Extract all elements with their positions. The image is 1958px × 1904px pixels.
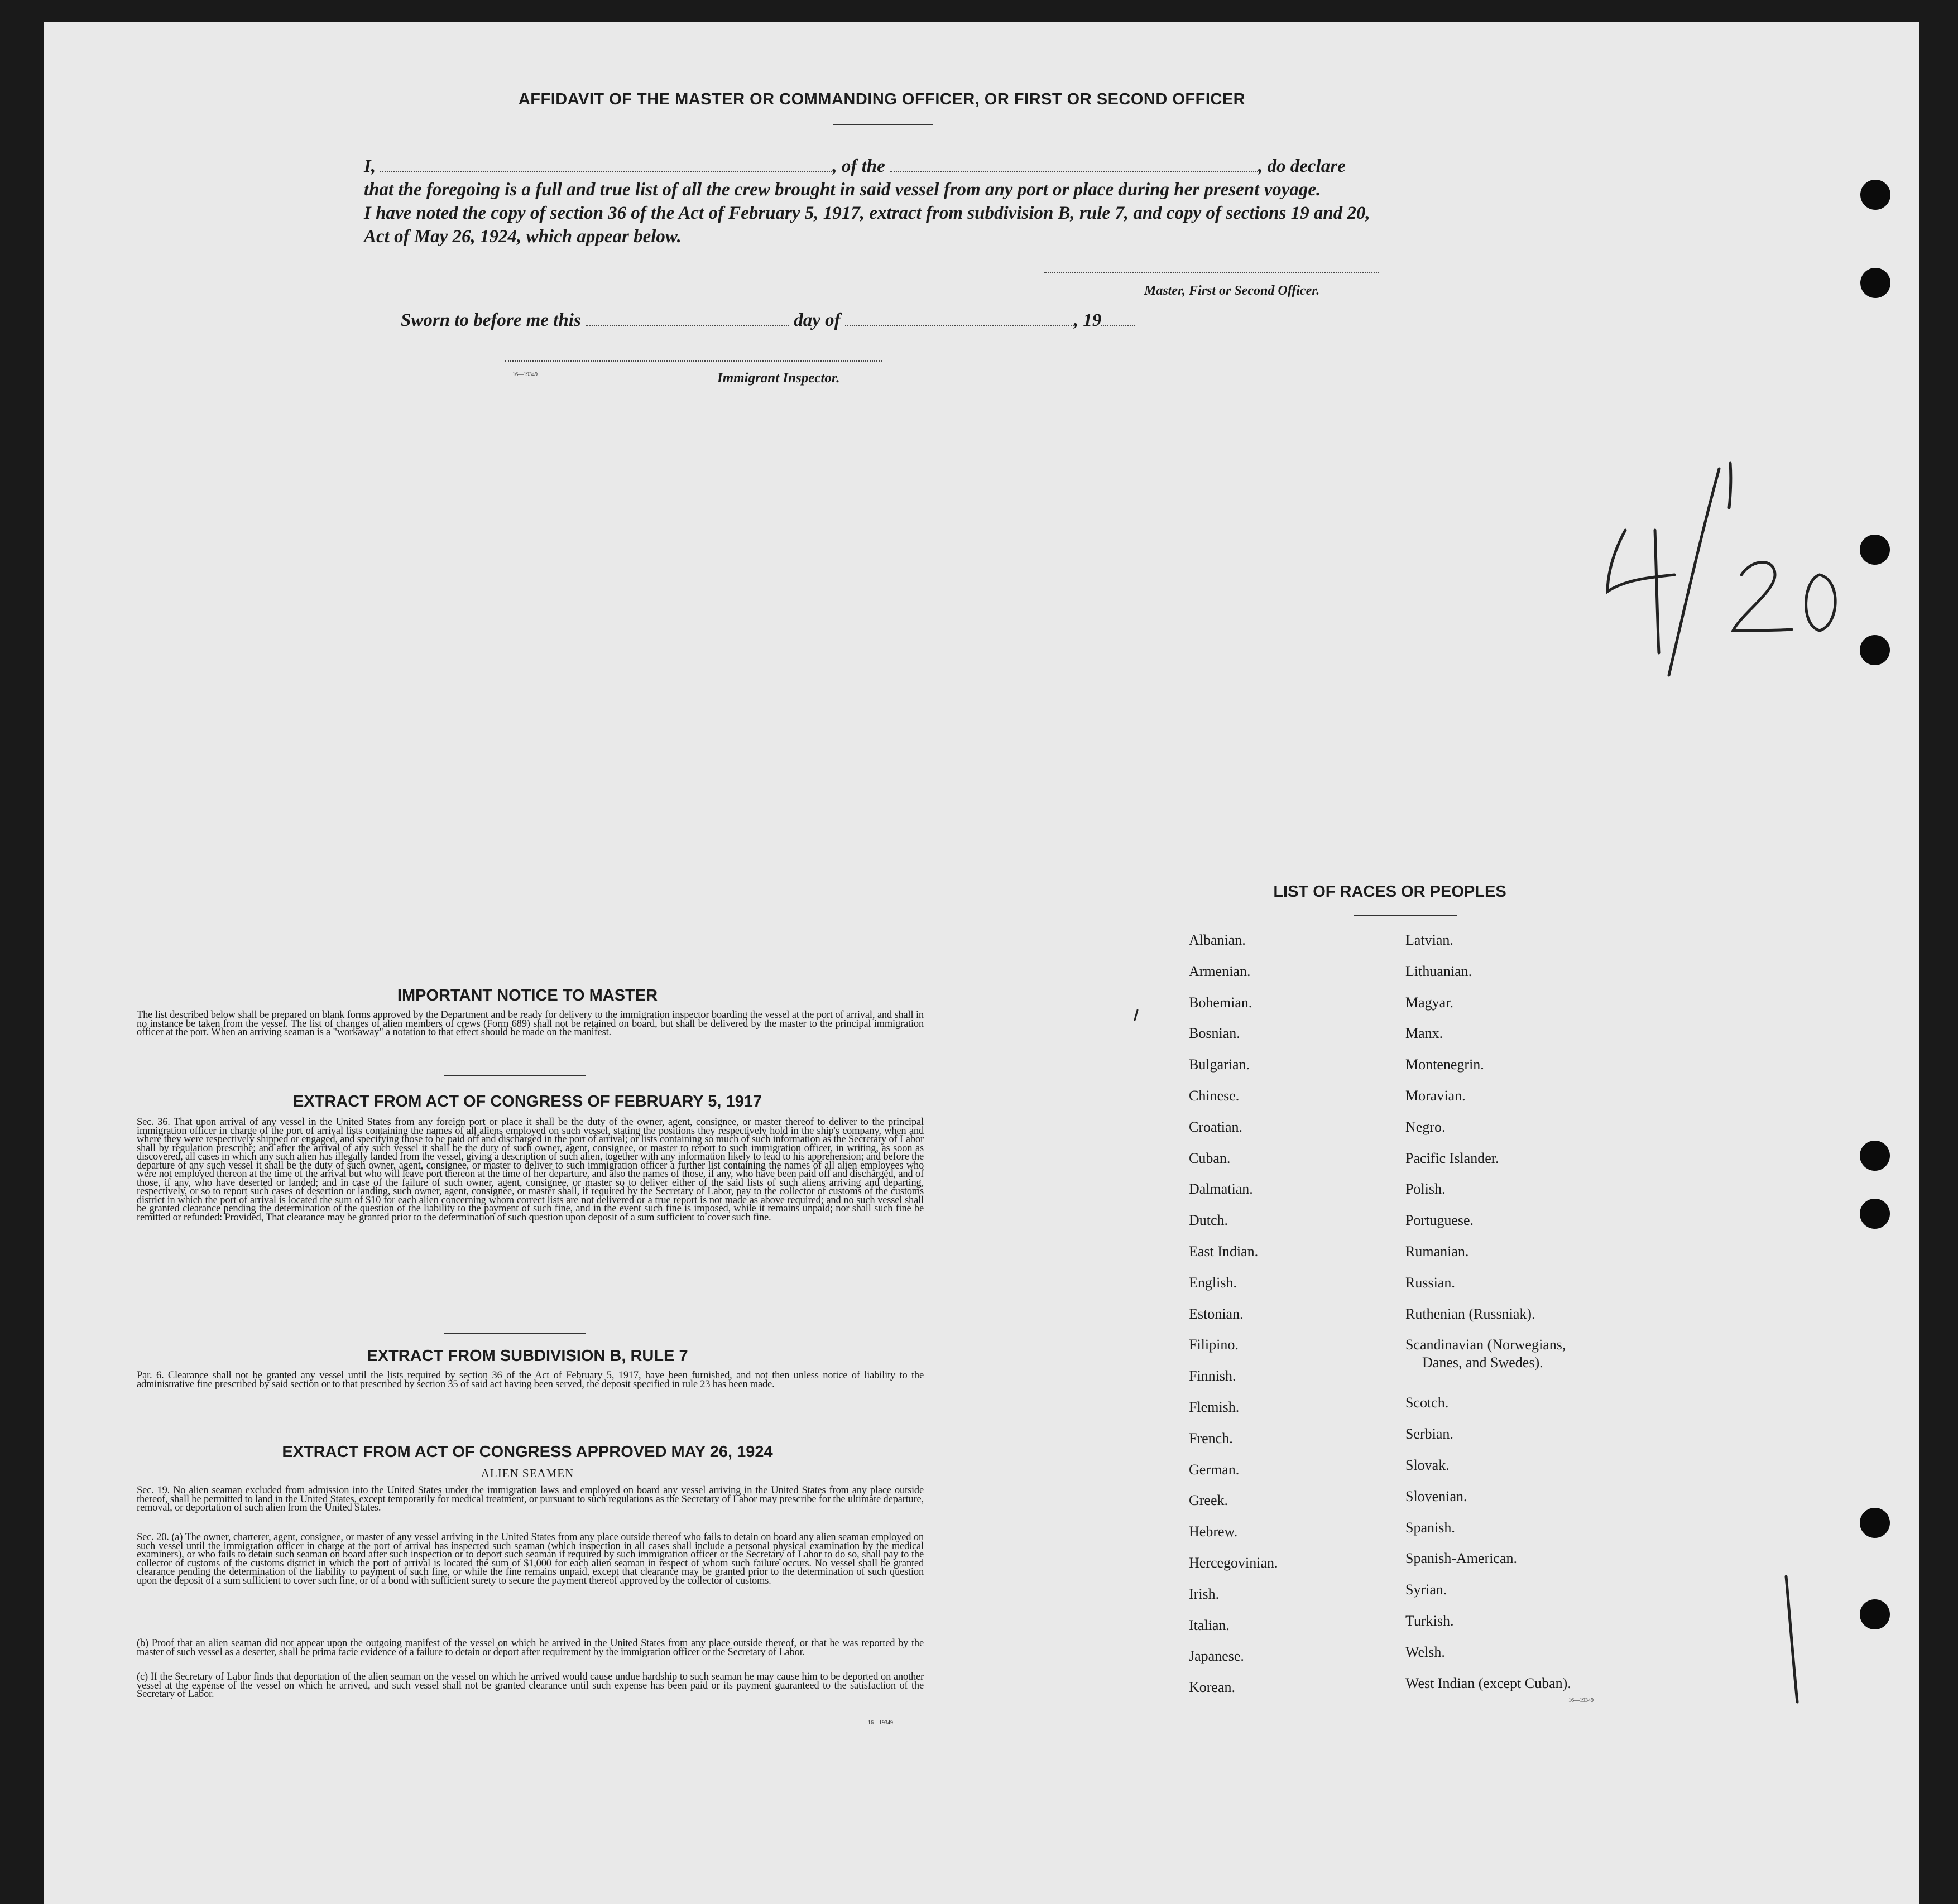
sec-19-text: Sec. 19. No alien seaman excluded from admission into the United States under the immigration laws and employed on board any vessel arriving in the United States from any place outside thereof, shall be permitted to land in the United States, except temporarily for medical treatment, or pursuant to such regulations as the Secretary of Labor may prescribe for the ultimate departure, removal, or deportation of such alien from the United States.: [137, 1485, 924, 1513]
races-form-number: 16—19349: [1568, 1698, 1594, 1704]
race-item: Hercegovinian.: [1189, 1555, 1278, 1571]
race-item: Bulgarian.: [1189, 1056, 1250, 1073]
affidavit-title: AFFIDAVIT OF THE MASTER OR COMMANDING OFFICER, OR FIRST OR SECOND OFFICER: [518, 90, 1246, 108]
stray-mark: [1133, 1009, 1140, 1022]
race-item: Korean.: [1189, 1679, 1236, 1696]
race-item: German.: [1189, 1461, 1240, 1478]
divider: [444, 1333, 586, 1334]
race-item: Polish.: [1405, 1181, 1446, 1198]
race-item: Finnish.: [1189, 1368, 1236, 1384]
race-item: Latvian.: [1405, 932, 1453, 948]
race-item: Pacific Islander.: [1405, 1150, 1499, 1166]
race-item: Magyar.: [1405, 994, 1453, 1011]
punch-hole: [1860, 180, 1890, 210]
race-item: Lithuanian.: [1405, 963, 1472, 979]
form-number-top: 16—19349: [512, 372, 538, 378]
punch-hole: [1860, 1199, 1890, 1229]
race-item: French.: [1189, 1430, 1233, 1446]
race-item: Scandinavian (Norwegians,: [1405, 1336, 1566, 1353]
alien-seamen-subtitle: ALIEN SEAMEN: [481, 1467, 574, 1480]
extract-1924-title: EXTRACT FROM ACT OF CONGRESS APPROVED MAY 26, 1924: [282, 1443, 773, 1461]
race-item: Spanish.: [1405, 1519, 1455, 1536]
race-item: Irish.: [1189, 1585, 1220, 1602]
punch-hole: [1860, 268, 1890, 298]
race-item: Turkish.: [1405, 1613, 1454, 1629]
race-item: Italian.: [1189, 1617, 1230, 1633]
document-page: [44, 22, 1919, 1904]
race-item: Ruthenian (Russniak).: [1405, 1305, 1535, 1322]
sworn-month-field[interactable]: [845, 325, 1074, 326]
inspector-signature-field[interactable]: [505, 360, 882, 362]
sworn-line: [401, 310, 1135, 331]
race-item: Rumanian.: [1405, 1243, 1469, 1259]
race-item: Spanish-American.: [1405, 1550, 1518, 1567]
race-item: Croatian.: [1189, 1118, 1243, 1135]
affidavit-line-1: [364, 156, 1346, 177]
race-item: Albanian.: [1189, 932, 1246, 948]
race-item: Slovak.: [1405, 1457, 1450, 1473]
handwritten-annotation: [1591, 446, 1881, 681]
race-item: Greek.: [1189, 1492, 1228, 1509]
race-item: West Indian (except Cuban).: [1405, 1675, 1571, 1691]
race-item: Montenegrin.: [1405, 1056, 1484, 1073]
race-item: Hebrew.: [1189, 1523, 1238, 1540]
race-item: English.: [1189, 1274, 1237, 1291]
notice-text: The list described below shall be prepared on blank forms approved by the Department and be ready for delivery to the immigration inspector boarding the vessel at the port of arrival, and shall in no instance be taken from the vessel. The list of changes of alien members of crews (Form 689) shall not be retained on board, but shall be delivered by the master to the principal immigration officer at the port. When an arriving seaman is a "workaway" a notation to that effect should be made on the manifest.: [137, 1009, 924, 1038]
affidavit-line-3: I have noted the copy of section 36 of the Act of February 5, 1917, extract from subdivision B, rule 7, and copy of sections 19 and 20,: [364, 203, 1370, 223]
sec-20a-text: Sec. 20. (a) The owner, charterer, agent, consignee, or master of any vessel arriving in the United States from any place outside thereof who fails to detain on board any alien seaman employed on such vessel until the immigration officer in charge at the port of arrival has inspected such seaman (which inspection in all cases shall include a personal physical examination by the medical examiners), or who fails to detain such seaman on board after such inspection or to deport such seaman if required by such immigration officer or the Secretary of Labor to do so, shall pay to the collector of customs of the customs district in which the port of arrival is located the sum of $1,000 for each alien seaman in respect of whom such failure occurs. No vessel shall be granted clearance pending the determination of the liability to payment of such fine, or while the fine remains unpaid, except that clearance may be granted prior to the determination of such question upon the deposit of a sum sufficient to cover such fine, or of a bond with sufficient surety to secure the payment thereof approved by the collector of customs.: [137, 1532, 924, 1586]
master-signature-label: Master, First or Second Officer.: [1144, 283, 1320, 298]
notice-title: IMPORTANT NOTICE TO MASTER: [397, 987, 658, 1004]
race-item: Manx.: [1405, 1025, 1443, 1042]
sworn-text: Sworn to before me this: [401, 310, 581, 330]
race-item: Bohemian.: [1189, 994, 1252, 1011]
race-item: Japanese.: [1189, 1648, 1244, 1665]
extract-1917-title: EXTRACT FROM ACT OF CONGRESS OF FEBRUARY 5, 1917: [292, 1093, 762, 1110]
sworn-year-text: , 19: [1073, 310, 1102, 330]
handwritten-mark: [1775, 1574, 1808, 1708]
sworn-year-field[interactable]: [1101, 325, 1135, 326]
extract-1917-text: Sec. 36. That upon arrival of any vessel in the United States from any foreign port or place it shall be the duty of the owner, agent, consignee, or master thereof to deliver to the principal immigration officer in charge of the port of arrival lists containing the names of all aliens employed on such vessel, stating the positions they respectively hold in the ship's company, when and where they were respectively shipped or engaged, and specifying those to be paid off and discharged in the port of arrival; or lists containing so much of such information as the Secretary of Labor shall by regulation prescribe; and after the arrival of any such vessel it shall be the duty of such owner, agent, consignee, or master to report to such immigration officer, in writing, as soon as discovered, all cases in which any such alien has illegally landed from the vessel, giving a description of such alien, together with any information likely to lead to his apprehension; and before the departure of any such vessel it shall be the duty of such owner, agent, consignee, or master to deliver to such immigration officer a further list containing the names of all alien employees who were not employed thereon at the time of the arrival but who will leave port thereon at the time of her departure, and also the names of those, if any, who have been paid off and discharged, and of those, if any, who have deserted or landed; and in case of the failure of such owner, agent, consignee, or master so to deliver either of the said lists of such aliens arriving and departing, respectively, or so to report such cases of desertion or landing, such owner, agent, consignee, or master shall, if required by the Secretary of Labor, pay to the collector of customs of the customs district in which the port of arrival is located the sum of $10 for each alien concerning whom correct lists are not delivered or a true report is not made as above required; and no such vessel shall be granted clearance pending the determination of the question of the liability to the payment of such fine, and in the event such fine is imposed, while it remains unpaid; nor shall such fine be remitted or refunded: Provided, That clearance may be granted prior to the determination of such question upon deposit of a sum sufficient to cover such fine.: [137, 1117, 924, 1223]
race-item: Estonian.: [1189, 1305, 1244, 1322]
sec-20c-text: (c) If the Secretary of Labor finds that deportation of the alien seaman on the vessel on which he arrived would cause undue hardship to such seaman he may cause him to be deported on another vessel at the expense of the vessel on which he arrived, and such vessel shall not be granted clearance until such expense has been paid or its payment guaranteed to the satisfaction of the Secretary of Labor.: [137, 1671, 924, 1700]
race-item: Cuban.: [1189, 1150, 1231, 1166]
race-item: Armenian.: [1189, 963, 1251, 979]
race-item: Serbian.: [1405, 1426, 1453, 1443]
race-item: East Indian.: [1189, 1243, 1259, 1259]
race-item: Moravian.: [1405, 1088, 1466, 1104]
punch-hole: [1860, 1599, 1890, 1629]
affidavit-of-the: , of the: [832, 156, 885, 176]
affidavit-line-2: that the foregoing is a full and true list of all the crew brought in said vessel from any port or place during her present voyage.: [364, 180, 1321, 200]
name-field[interactable]: [380, 171, 832, 172]
race-item: Dutch.: [1189, 1212, 1228, 1229]
race-item: Chinese.: [1189, 1088, 1240, 1104]
race-item: Dalmatian.: [1189, 1181, 1253, 1198]
race-item: Filipino.: [1189, 1336, 1239, 1353]
affidavit-i: I,: [364, 156, 376, 176]
subdivision-b-title: EXTRACT FROM SUBDIVISION B, RULE 7: [367, 1347, 688, 1365]
sec-20b-text: (b) Proof that an alien seaman did not appear upon the outgoing manifest of the vessel on which he arrived in the United States from any place outside thereof, or that he was reported by the master of such vessel as a deserter, shall be prima facie evidence of a failure to detain or deport after requirement by the immigration officer or the Secretary of Labor.: [137, 1638, 924, 1658]
races-title-underline: [1354, 915, 1457, 916]
subdivision-b-text: Par. 6. Clearance shall not be granted any vessel until the lists required by section 36 of the Act of February 5, 1917, have been furnished, and not then unless notice of liability to the administrative fine prescribed by said section or to that prescribed by section 35 of said act having been served, the deposit specified in rule 23 has been made.: [137, 1370, 924, 1390]
inspector-label: Immigrant Inspector.: [717, 371, 840, 386]
race-item: Bosnian.: [1189, 1025, 1240, 1042]
master-signature-field[interactable]: [1044, 272, 1379, 273]
title-underline: [833, 124, 933, 125]
race-item: Welsh.: [1405, 1643, 1445, 1660]
races-title: LIST OF RACES OR PEOPLES: [1273, 883, 1506, 901]
affidavit-line-4: Act of May 26, 1924, which appear below.: [364, 227, 682, 247]
race-item: Russian.: [1405, 1274, 1455, 1291]
punch-hole: [1860, 1508, 1890, 1538]
race-item: Scotch.: [1405, 1395, 1449, 1411]
race-item: Portuguese.: [1405, 1212, 1474, 1229]
race-item: Flemish.: [1189, 1399, 1240, 1415]
race-item: Negro.: [1405, 1118, 1446, 1135]
race-item: Syrian.: [1405, 1581, 1447, 1598]
affidavit-declare: , do declare: [1258, 156, 1346, 176]
divider: [444, 1075, 586, 1076]
vessel-field[interactable]: [890, 171, 1258, 172]
race-item: Slovenian.: [1405, 1488, 1467, 1504]
form-number-bottom: 16—19349: [868, 1720, 893, 1726]
race-item: Danes, and Swedes).: [1422, 1354, 1543, 1371]
sworn-date-field[interactable]: [586, 325, 789, 326]
sworn-day-text: day of: [794, 310, 841, 330]
punch-hole: [1860, 1141, 1890, 1171]
